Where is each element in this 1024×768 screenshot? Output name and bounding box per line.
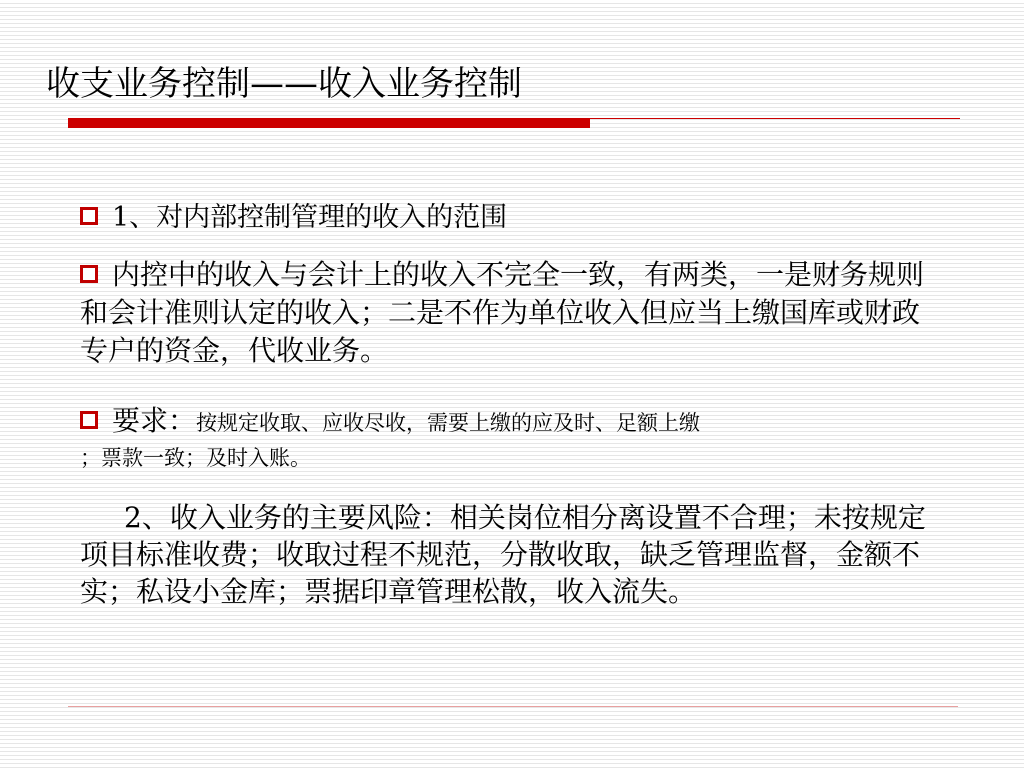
hollow-square-bullet-icon bbox=[80, 207, 98, 225]
bullet-text: 按规定收取、应收尽收，需要上缴的应及时、足额上缴 bbox=[196, 411, 701, 435]
hollow-square-bullet-icon bbox=[80, 265, 98, 283]
bullet-item-scope bbox=[80, 196, 950, 240]
slide-title: 收支业务控制——收入业务控制 bbox=[46, 64, 522, 104]
bullet-continuation: ；票款一致；及时入账。 bbox=[80, 446, 311, 470]
bullet-item-requirements bbox=[80, 402, 950, 442]
bullet-text: 1、对内部控制管理的收入的范围 bbox=[112, 202, 508, 233]
paragraph-text: 2、收入业务的主要风险：相关岗位相分离设置不合理；未按规定项目标准收费；收取过程不规范，分散收取，缺乏管理监督，金额不实；私设小金库；票据印章管理松散，收入流失。 bbox=[80, 501, 926, 608]
title-divider-line bbox=[590, 118, 960, 119]
bullet-item-income-types bbox=[80, 256, 946, 370]
bullet-text: 内控中的收入与会计上的收入不完全一致，有两类，一是财务规则和会计准则认定的收入；二是不作为单位收入但应当上缴国库或财政专户的资金，代收业务。 bbox=[80, 258, 925, 367]
hollow-square-bullet-icon bbox=[80, 411, 98, 429]
bullet-label: 要求： bbox=[112, 404, 197, 437]
footer-divider-line bbox=[68, 706, 958, 707]
paragraph-main-risks bbox=[80, 499, 948, 610]
title-accent-bar bbox=[68, 118, 590, 128]
